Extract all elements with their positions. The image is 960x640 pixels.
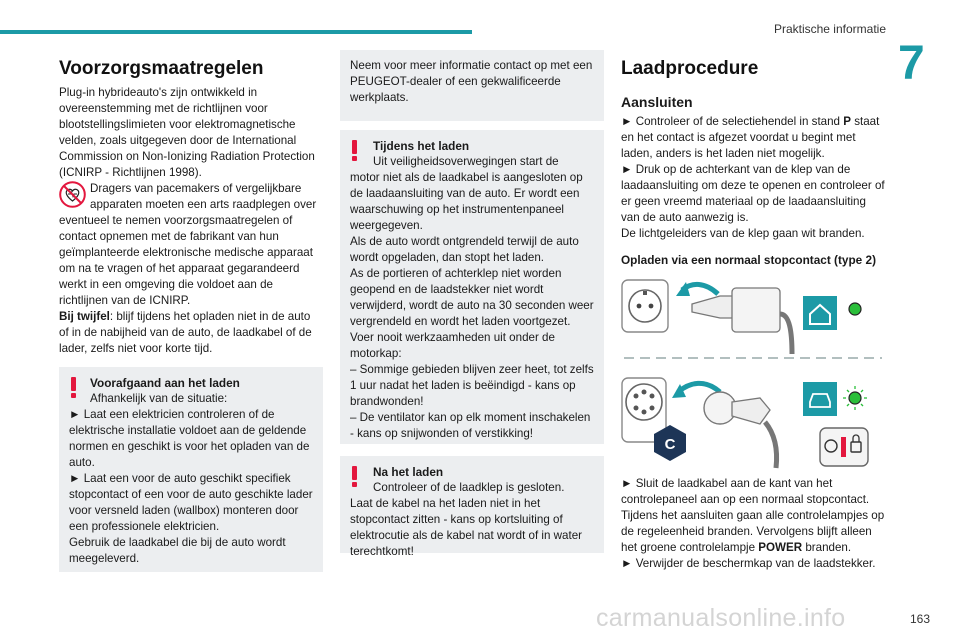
charging-illustration (620, 274, 886, 470)
chapter-number: 7 (898, 37, 925, 90)
step-3: De lichtgeleiders van de klep gaan wit branden. (621, 227, 865, 240)
normal-socket-subtitle: Opladen via een normaal stopcontact (type 2) (621, 253, 877, 267)
doubt-text (59, 309, 323, 357)
plug-icon (692, 288, 792, 354)
precautions-title: Voorzorgsmaatregelen (59, 58, 264, 79)
svg-text:C: C (664, 436, 676, 453)
pacemaker-warning-icon (59, 181, 86, 208)
intro-text: Plug-in hybrideauto's zijn ontwikkeld in overeenstemming met de richtlijnen voor blootstellingslimieten voor elektromagnetische velden, zoals uitgegeven door de International Commission on Non-Ionizing Radiation Protection (ICNIRP - Richtlijnen 1998). (59, 86, 315, 179)
step-2: ► Druk op de achterkant van de klep van de laadaansluiting om deze te openen en controleer of er geen vreemd materiaal op de laadaansluiting van de auto aanwezig is. (621, 163, 885, 224)
lock-icon (820, 428, 868, 466)
box-item-1: ► Laat een elektricien controleren of de elektrische installatie voldoet aan de geldende normen en geschikt is voor het opladen van de auto. (69, 408, 310, 469)
column-procedure-continued (621, 476, 887, 572)
warning-icon (352, 466, 358, 487)
home-icon (803, 296, 837, 330)
after-first-line: Controleer of de laadklep is gesloten. (373, 481, 565, 494)
watermark: carmanualsonline.info (596, 604, 846, 632)
box-item-2: ► Laat een voor de auto geschikt specifiek stopcontact of een voor de auto geschikte lader voor versneld laden (wallbox) monteren door een professionele elektricien. (69, 472, 313, 533)
step-1: ► Controleer of de selectiehendel in stand P staat en het contact is afgezet voordat u begint met laden, anders is het laden niet mogelijk. (621, 115, 880, 160)
household-socket (622, 280, 668, 332)
column-precautions (59, 57, 323, 572)
step-5: Tijdens het aansluiten gaan alle controlelampjes op de regeleenheid branden. Vervolgens blijft alleen het groene controlelampje POWER branden. (621, 509, 885, 554)
box-title: Voorafgaand aan het laden (90, 376, 240, 390)
car-icon (803, 382, 837, 416)
charging-plug (704, 392, 777, 468)
during-text-6: – De ventilator kan op elk moment inschakelen - kans op snijwonden of verstikking! (350, 411, 591, 440)
step-6: ► Verwijder de beschermkap van de laadstekker. (621, 557, 876, 570)
doubt-body: : blijf tijdens het opladen niet in de auto of in de nabijheid van de auto, de laadkabel of de lader, zelfs niet voor korte tijd. (59, 310, 312, 355)
doubt-label: Bij twijfel (59, 310, 110, 323)
box-item-3: Gebruik de laadkabel die bij de auto wordt meegeleverd. (69, 536, 286, 565)
procedure-title: Laadprocedure (621, 58, 759, 79)
column-charging-info (340, 50, 604, 558)
pacemaker-text: eventueel te nemen voorzorgsmaatregelen of contact opnemen met de fabrikant van hun geïmplanteerde elektronische medische apparaat om na te vragen of het apparaat gegarandeerd werkt in een omgeving die voldoet aan de richtlijnen van de ICNIRP. (59, 214, 313, 307)
during-text-4: Voer nooit werkzaamheden uit onder de motorkap: (350, 331, 555, 360)
inlet-arrow (678, 383, 720, 392)
step-4: ► Sluit de laadkabel aan de kant van het controlepaneel aan op een normaal stopcontact. (621, 477, 870, 506)
during-text-5: – Sommige gebieden blijven zeer heet, tot zelfs 1 uur nadat het laden is beëindigd - kans op brandwonden! (350, 363, 594, 408)
during-charging-box (340, 130, 604, 444)
box-sub: Afhankelijk van de situatie: (90, 392, 228, 405)
status-indicator (843, 386, 867, 410)
info-text: Neem voor meer informatie contact op met een PEUGEOT-dealer of een gekwalificeerde werkplaats. (350, 59, 593, 104)
after-charging-title: Na het laden (373, 465, 444, 479)
during-first-line: Uit veiligheidsoverwegingen start de (373, 155, 559, 168)
after-text: Laat de kabel na het laden niet in het stopcontact zitten - kans op kortsluiting of elektrocutie als de kabel nat wordt of in water terechtkomt! (350, 497, 582, 558)
section-title: Praktische informatie (773, 22, 886, 36)
column-charging-procedure (621, 57, 887, 268)
warning-icon (352, 140, 358, 161)
warning-icon (71, 377, 77, 398)
during-text-3: As de portieren of achterklep niet worden geopend en de laadstekker niet wordt verwijderd, wordt de auto na 30 seconden weer vergrendeld en wordt het laden voortgezet. (350, 267, 594, 328)
during-text: motor niet als de laadkabel is aangesloten op de laadaansluiting van de auto. Er wordt een waarschuwing op het instrumentenpaneel weergegeven. (350, 171, 583, 232)
connect-subtitle: Aansluiten (621, 94, 693, 110)
during-text-2: Als de auto wordt ontgrendeld terwijl de auto wordt opgeladen, dan stopt het laden. (350, 235, 579, 264)
pacemaker-first-line: Dragers van pacemakers of vergelijkbare apparaten moeten een arts raadplegen over (90, 182, 317, 211)
after-charging-box (340, 456, 604, 558)
before-charging-box (59, 367, 323, 572)
header-accent-bar (0, 30, 472, 34)
page-number: 163 (909, 612, 930, 626)
info-box (340, 50, 604, 121)
during-charging-title: Tijdens het laden (373, 139, 470, 153)
pacemaker-note (59, 181, 323, 213)
power-indicator (849, 303, 861, 315)
